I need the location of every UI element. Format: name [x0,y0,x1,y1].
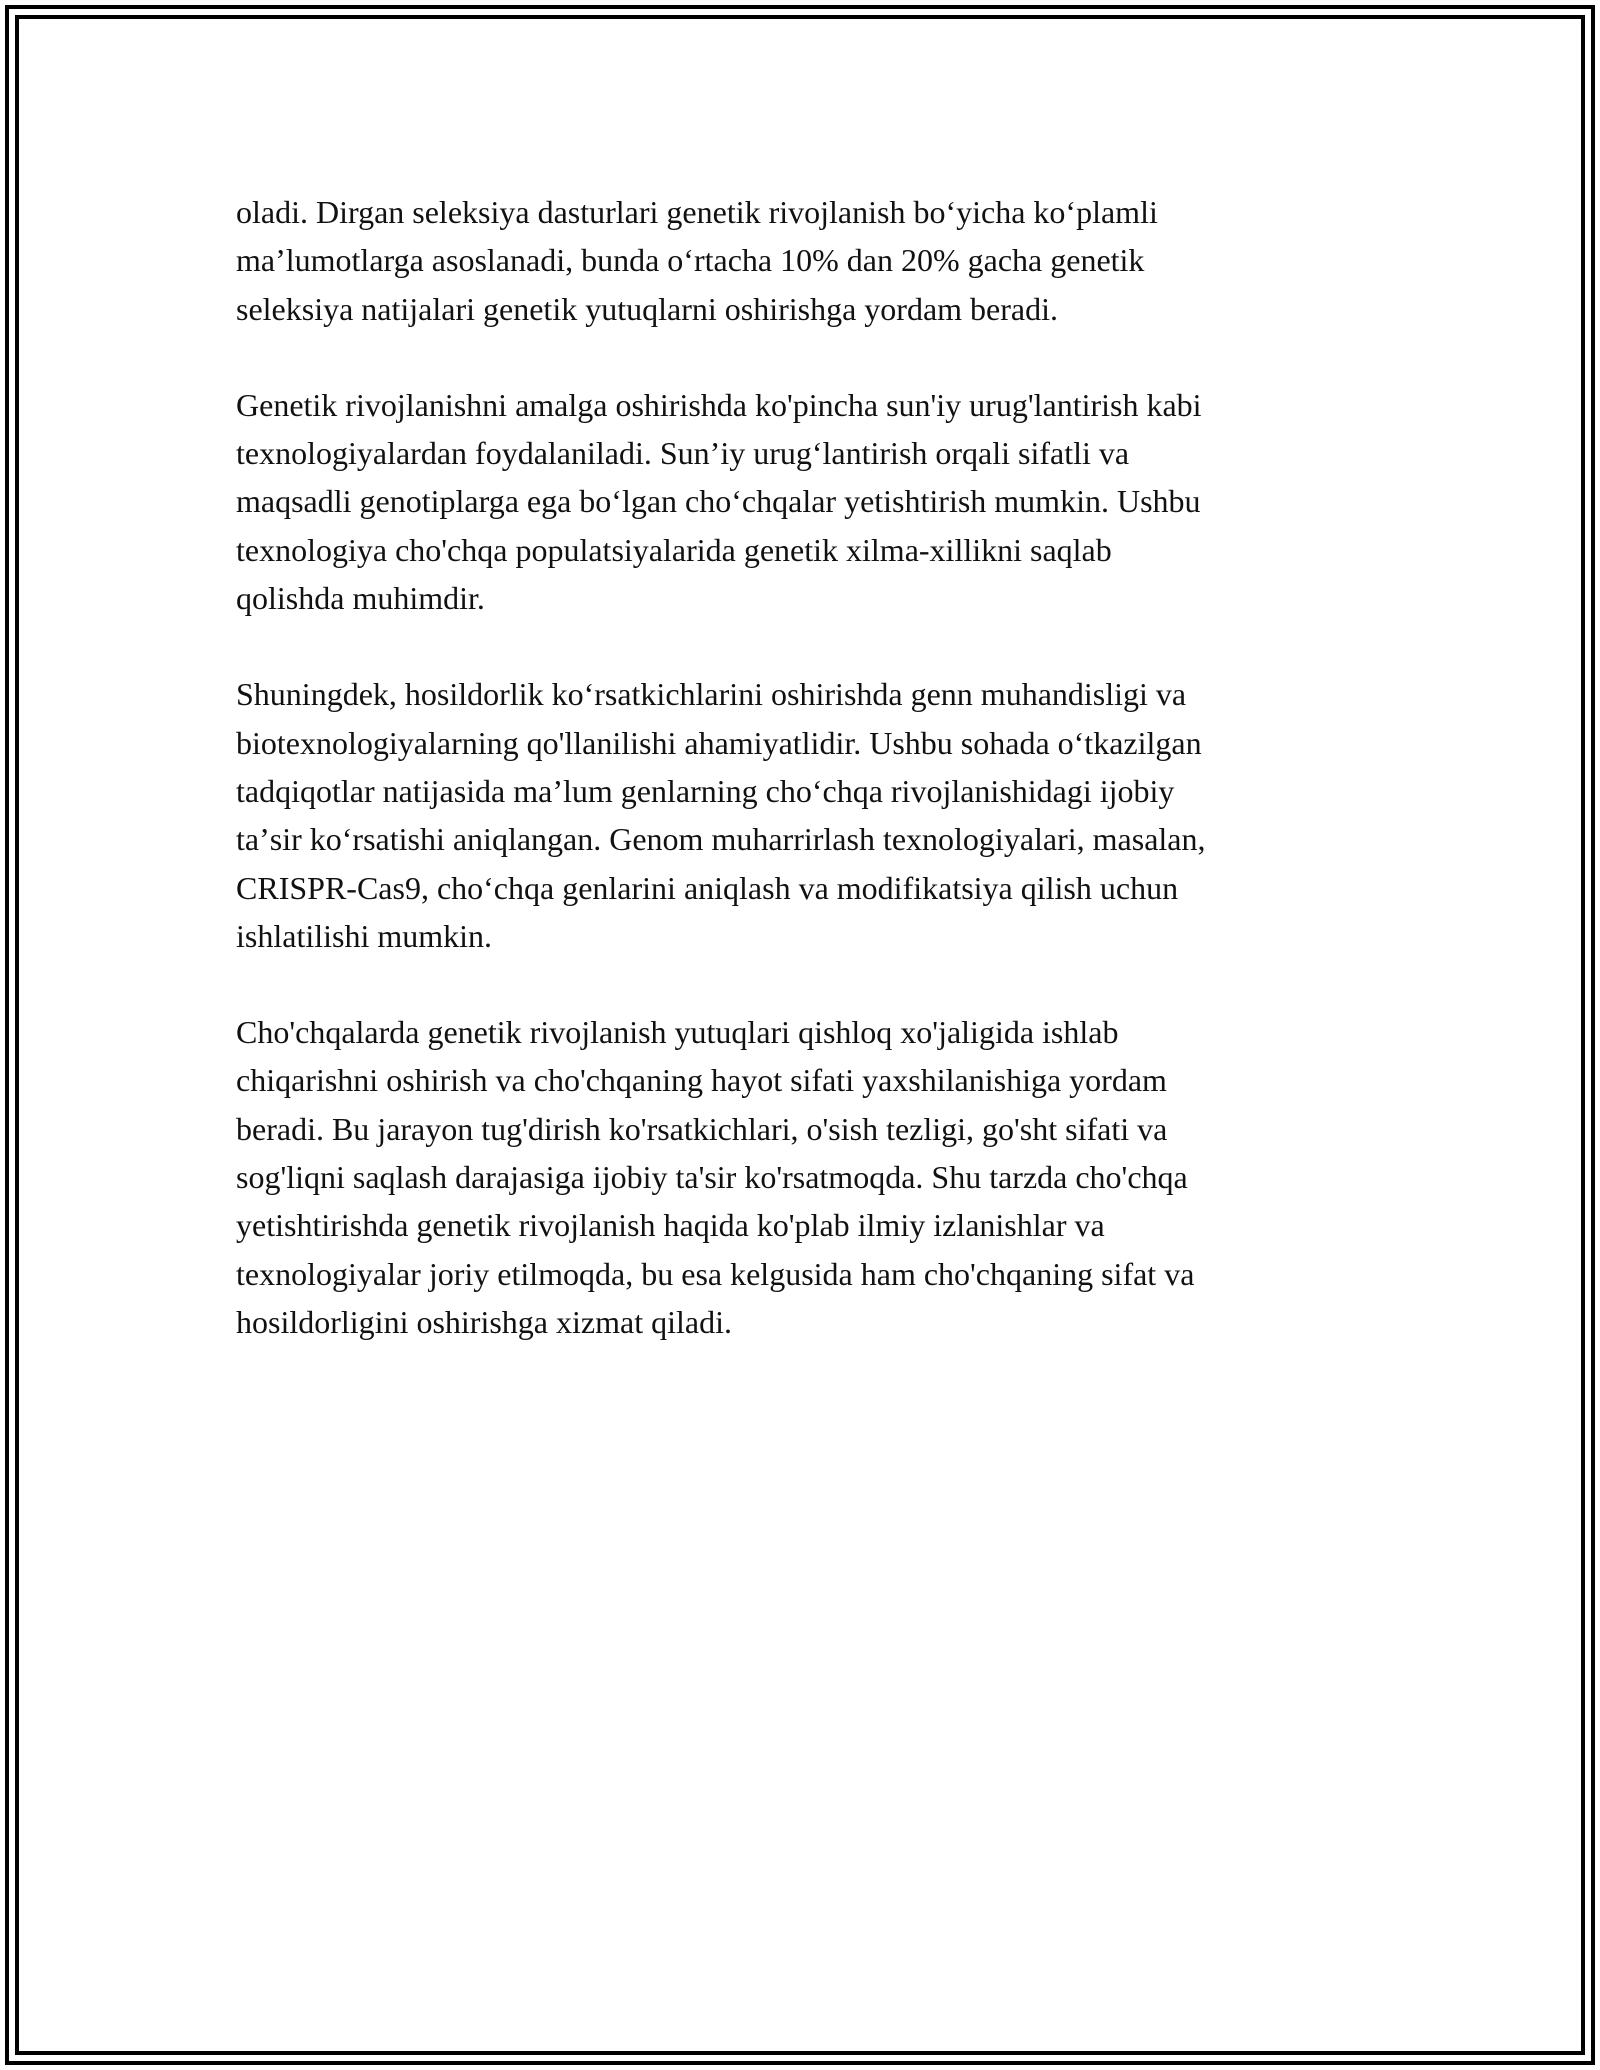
text-line: ishlatilishi mumkin. [236,917,493,954]
text-line: oladi. Dirgan seleksiya dasturlari genetik rivojlanish boʻyicha koʻplamli [236,194,1158,230]
paragraph-3 [236,670,1376,960]
text-line: Genetik rivojlanishni amalga oshirishda ko'pincha sun'iy urug'lantirish kabi [236,386,1202,423]
paragraph-1 [236,188,1376,333]
text-line: sog'liqni saqlash darajasiga ijobiy ta'sir ko'rsatmoqda. Shu tarzda cho'chqa [236,1159,1188,1196]
text-line: seleksiya natijalari genetik yutuqlarni oshirishga yordam beradi. [236,290,1058,327]
text-line: maʼlumotlarga asoslanadi, bunda oʻrtacha 10% dan 20% gacha genetik [236,242,1145,279]
paragraph-4 [236,1008,1376,1346]
text-line: texnologiyalardan foydalaniladi. Sunʼiy urugʻlantirish orqali sifatli va [236,435,1130,472]
text-line: Shuningdek, hosildorlik koʻrsatkichlarini oshirishda genn muhandisligi va [236,676,1187,713]
text-line: biotexnologiyalarning qo'llanilishi ahamiyatlidir. Ushbu sohada oʻtkazilgan [236,724,1202,761]
text-line: texnologiya cho'chqa populatsiyalarida genetik xilma-xillikni saqlab [236,531,1112,568]
text-line: Cho'chqalarda genetik rivojlanish yutuqlari qishloq xo'jaligida ishlab [236,1014,1119,1051]
text-line: texnologiyalar joriy etilmoqda, bu esa kelgusida ham cho'chqaning sifat va [236,1255,1195,1292]
text-line: maqsadli genotiplarga ega boʻlgan choʻchqalar yetishtirish mumkin. Ushbu [236,483,1201,520]
text-line: hosildorligini oshirishga xizmat qiladi. [236,1303,732,1340]
text-line: chiqarishni oshirish va cho'chqaning hayot sifati yaxshilanishiga yordam [236,1062,1167,1099]
paragraph-2 [236,381,1376,622]
text-line: CRISPR-Cas9, choʻchqa genlarini aniqlash va modifikatsiya qilish uchun [236,869,1179,906]
text-line: yetishtirishda genetik rivojlanish haqida ko'plab ilmiy izlanishlar va [236,1207,1105,1244]
text-line: taʼsir koʻrsatishi aniqlangan. Genom muharrirlash texnologiyalari, masalan, [236,821,1206,858]
text-line: tadqiqotlar natijasida maʼlum genlarning choʻchqa rivojlanishidagi ijobiy [236,772,1175,809]
document-body [236,188,1376,1394]
text-line: beradi. Bu jarayon tug'dirish ko'rsatkichlari, o'sish tezligi, go'sht sifati va [236,1110,1168,1147]
text-line: qolishda muhimdir. [236,580,485,617]
